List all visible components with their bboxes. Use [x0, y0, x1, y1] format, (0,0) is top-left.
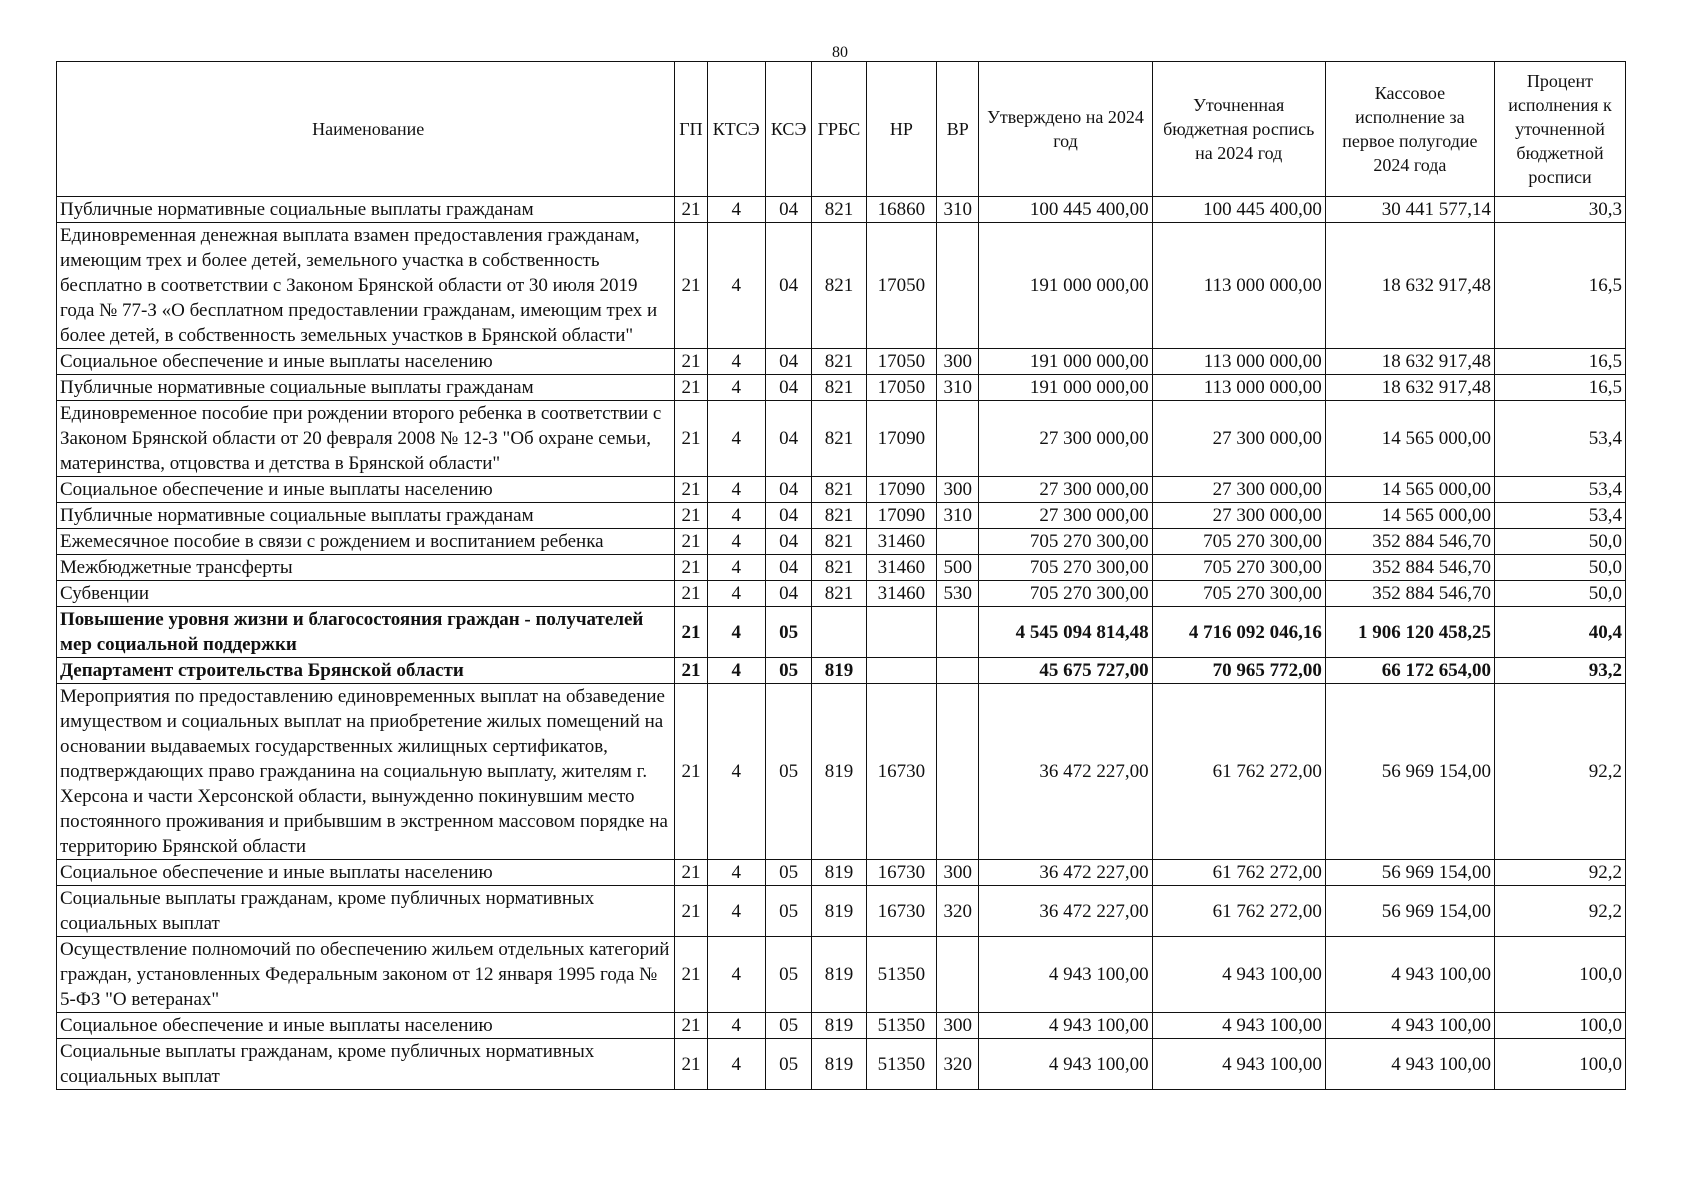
cell-grbs: 821	[812, 581, 866, 607]
cell-percent: 16,5	[1494, 349, 1625, 375]
table-row	[57, 886, 1626, 937]
header-nr: НР	[866, 62, 936, 197]
cell-ktse: 4	[707, 503, 765, 529]
cell-cash: 4 943 100,00	[1325, 1013, 1494, 1039]
header-revised: Уточненная бюджетная роспись на 2024 год	[1152, 62, 1325, 197]
cell-ktse: 4	[707, 197, 765, 223]
table-row	[57, 477, 1626, 503]
cell-revised: 100 445 400,00	[1152, 197, 1325, 223]
cell-grbs: 821	[812, 349, 866, 375]
table-header-row	[57, 62, 1626, 197]
cell-nr: 51350	[866, 1039, 936, 1090]
cell-ktse: 4	[707, 401, 765, 477]
cell-nr: 16730	[866, 886, 936, 937]
cell-approved: 27 300 000,00	[979, 401, 1152, 477]
cell-ktse: 4	[707, 1013, 765, 1039]
cell-gp: 21	[675, 1013, 707, 1039]
cell-gp: 21	[675, 658, 707, 684]
cell-nr: 51350	[866, 937, 936, 1013]
cell-vr	[937, 529, 979, 555]
cell-name: Публичные нормативные социальные выплаты гражданам	[57, 503, 675, 529]
cell-revised: 27 300 000,00	[1152, 477, 1325, 503]
cell-revised: 61 762 272,00	[1152, 886, 1325, 937]
cell-name: Единовременная денежная выплата взамен предоставления гражданам, имеющим трех и более детей, земельного участка в собственность бесплатно в соответствии с Законом Брянской области от 30 июля 2019 года № 77-З «О бесплатном предоставлении гражданам, имеющим трех и более детей, в собственность земельных участков в Брянской области"	[57, 223, 675, 349]
cell-nr: 16730	[866, 860, 936, 886]
cell-kse: 05	[765, 1013, 811, 1039]
cell-ktse: 4	[707, 477, 765, 503]
cell-gp: 21	[675, 581, 707, 607]
cell-name: Осуществление полномочий по обеспечению жильем отдельных категорий граждан, установленных Федеральным законом от 12 января 1995 года № 5-ФЗ "О ветеранах"	[57, 937, 675, 1013]
cell-ktse: 4	[707, 886, 765, 937]
cell-ktse: 4	[707, 860, 765, 886]
cell-approved: 4 943 100,00	[979, 1013, 1152, 1039]
cell-percent: 53,4	[1494, 503, 1625, 529]
cell-nr: 17090	[866, 401, 936, 477]
cell-kse: 04	[765, 581, 811, 607]
cell-name: Публичные нормативные социальные выплаты гражданам	[57, 197, 675, 223]
cell-name: Социальное обеспечение и иные выплаты населению	[57, 1013, 675, 1039]
cell-name: Социальное обеспечение и иные выплаты населению	[57, 349, 675, 375]
cell-approved: 191 000 000,00	[979, 349, 1152, 375]
cell-kse: 04	[765, 503, 811, 529]
cell-nr: 16730	[866, 684, 936, 860]
table-row	[57, 684, 1626, 860]
page-number: 80	[832, 44, 848, 61]
table-row	[57, 607, 1626, 658]
cell-cash: 4 943 100,00	[1325, 1039, 1494, 1090]
cell-vr: 300	[937, 477, 979, 503]
cell-name: Субвенции	[57, 581, 675, 607]
cell-cash: 30 441 577,14	[1325, 197, 1494, 223]
cell-ktse: 4	[707, 684, 765, 860]
cell-kse: 04	[765, 223, 811, 349]
cell-grbs: 819	[812, 937, 866, 1013]
cell-vr: 320	[937, 1039, 979, 1090]
cell-kse: 04	[765, 555, 811, 581]
table-row	[57, 937, 1626, 1013]
cell-vr	[937, 223, 979, 349]
table-body	[57, 197, 1626, 1090]
cell-percent: 50,0	[1494, 529, 1625, 555]
cell-name: Единовременное пособие при рождении второго ребенка в соответствии с Законом Брянской области от 20 февраля 2008 № 12-З "Об охране семьи, материнства, отцовства и детства в Брянской области"	[57, 401, 675, 477]
cell-nr: 17090	[866, 477, 936, 503]
cell-kse: 05	[765, 607, 811, 658]
cell-nr: 51350	[866, 1013, 936, 1039]
cell-revised: 113 000 000,00	[1152, 349, 1325, 375]
cell-name: Ежемесячное пособие в связи с рождением и воспитанием ребенка	[57, 529, 675, 555]
cell-grbs: 821	[812, 555, 866, 581]
cell-percent: 53,4	[1494, 477, 1625, 503]
cell-vr	[937, 658, 979, 684]
cell-approved: 4 943 100,00	[979, 937, 1152, 1013]
cell-kse: 05	[765, 886, 811, 937]
cell-name: Социальные выплаты гражданам, кроме публичных нормативных социальных выплат	[57, 886, 675, 937]
cell-approved: 27 300 000,00	[979, 477, 1152, 503]
cell-vr: 300	[937, 860, 979, 886]
cell-cash: 18 632 917,48	[1325, 223, 1494, 349]
cell-nr: 31460	[866, 581, 936, 607]
cell-approved: 36 472 227,00	[979, 886, 1152, 937]
cell-vr: 310	[937, 375, 979, 401]
cell-vr: 320	[937, 886, 979, 937]
cell-approved: 100 445 400,00	[979, 197, 1152, 223]
cell-approved: 705 270 300,00	[979, 529, 1152, 555]
cell-grbs: 821	[812, 375, 866, 401]
cell-nr: 16860	[866, 197, 936, 223]
budget-table	[56, 61, 1626, 1090]
cell-revised: 61 762 272,00	[1152, 684, 1325, 860]
cell-name: Межбюджетные трансферты	[57, 555, 675, 581]
cell-approved: 705 270 300,00	[979, 581, 1152, 607]
cell-vr	[937, 607, 979, 658]
cell-grbs	[812, 607, 866, 658]
cell-name: Социальное обеспечение и иные выплаты населению	[57, 860, 675, 886]
cell-gp: 21	[675, 477, 707, 503]
cell-grbs: 819	[812, 684, 866, 860]
cell-nr: 17050	[866, 375, 936, 401]
cell-gp: 21	[675, 197, 707, 223]
cell-percent: 100,0	[1494, 1013, 1625, 1039]
cell-grbs: 821	[812, 223, 866, 349]
cell-revised: 705 270 300,00	[1152, 581, 1325, 607]
cell-vr: 300	[937, 349, 979, 375]
table-row	[57, 503, 1626, 529]
cell-nr: 31460	[866, 529, 936, 555]
cell-gp: 21	[675, 503, 707, 529]
cell-name: Социальное обеспечение и иные выплаты населению	[57, 477, 675, 503]
cell-revised: 61 762 272,00	[1152, 860, 1325, 886]
cell-gp: 21	[675, 886, 707, 937]
cell-percent: 92,2	[1494, 886, 1625, 937]
cell-cash: 4 943 100,00	[1325, 937, 1494, 1013]
cell-nr: 31460	[866, 555, 936, 581]
cell-vr: 310	[937, 197, 979, 223]
cell-approved: 4 545 094 814,48	[979, 607, 1152, 658]
cell-ktse: 4	[707, 375, 765, 401]
cell-vr	[937, 401, 979, 477]
cell-percent: 100,0	[1494, 1039, 1625, 1090]
cell-approved: 191 000 000,00	[979, 375, 1152, 401]
cell-gp: 21	[675, 684, 707, 860]
cell-cash: 18 632 917,48	[1325, 375, 1494, 401]
header-name: Наименование	[57, 62, 675, 197]
cell-vr	[937, 684, 979, 860]
cell-name: Повышение уровня жизни и благосостояния граждан - получателей мер социальной поддержки	[57, 607, 675, 658]
header-approved: Утверждено на 2024 год	[979, 62, 1152, 197]
cell-grbs: 821	[812, 503, 866, 529]
header-vr: ВР	[937, 62, 979, 197]
cell-kse: 05	[765, 937, 811, 1013]
cell-name: Социальные выплаты гражданам, кроме публичных нормативных социальных выплат	[57, 1039, 675, 1090]
cell-approved: 705 270 300,00	[979, 555, 1152, 581]
cell-nr: 17090	[866, 503, 936, 529]
cell-approved: 4 943 100,00	[979, 1039, 1152, 1090]
cell-grbs: 821	[812, 477, 866, 503]
cell-percent: 92,2	[1494, 684, 1625, 860]
cell-gp: 21	[675, 375, 707, 401]
cell-cash: 56 969 154,00	[1325, 860, 1494, 886]
cell-nr	[866, 658, 936, 684]
cell-grbs: 819	[812, 1039, 866, 1090]
header-kse: КСЭ	[765, 62, 811, 197]
cell-cash: 56 969 154,00	[1325, 886, 1494, 937]
cell-kse: 04	[765, 401, 811, 477]
cell-revised: 27 300 000,00	[1152, 401, 1325, 477]
cell-nr: 17050	[866, 223, 936, 349]
cell-revised: 27 300 000,00	[1152, 503, 1325, 529]
cell-ktse: 4	[707, 937, 765, 1013]
cell-ktse: 4	[707, 607, 765, 658]
cell-gp: 21	[675, 529, 707, 555]
cell-percent: 53,4	[1494, 401, 1625, 477]
cell-gp: 21	[675, 1039, 707, 1090]
cell-revised: 113 000 000,00	[1152, 223, 1325, 349]
cell-grbs: 821	[812, 401, 866, 477]
cell-grbs: 821	[812, 197, 866, 223]
cell-vr: 310	[937, 503, 979, 529]
cell-percent: 93,2	[1494, 658, 1625, 684]
cell-revised: 4 943 100,00	[1152, 1039, 1325, 1090]
table-row	[57, 349, 1626, 375]
cell-approved: 27 300 000,00	[979, 503, 1152, 529]
cell-revised: 705 270 300,00	[1152, 555, 1325, 581]
cell-cash: 66 172 654,00	[1325, 658, 1494, 684]
cell-percent: 40,4	[1494, 607, 1625, 658]
cell-approved: 191 000 000,00	[979, 223, 1152, 349]
header-cash: Кассовое исполнение за первое полугодие 2024 года	[1325, 62, 1494, 197]
cell-cash: 352 884 546,70	[1325, 555, 1494, 581]
table-row	[57, 1039, 1626, 1090]
cell-percent: 50,0	[1494, 555, 1625, 581]
table-row	[57, 375, 1626, 401]
header-percent: Процент исполнения к уточненной бюджетной росписи	[1494, 62, 1625, 197]
cell-grbs: 821	[812, 529, 866, 555]
cell-revised: 4 943 100,00	[1152, 1013, 1325, 1039]
cell-ktse: 4	[707, 1039, 765, 1090]
cell-gp: 21	[675, 860, 707, 886]
cell-approved: 36 472 227,00	[979, 860, 1152, 886]
cell-cash: 14 565 000,00	[1325, 477, 1494, 503]
cell-kse: 04	[765, 349, 811, 375]
cell-revised: 113 000 000,00	[1152, 375, 1325, 401]
cell-nr	[866, 607, 936, 658]
cell-kse: 05	[765, 1039, 811, 1090]
cell-cash: 14 565 000,00	[1325, 401, 1494, 477]
table-row	[57, 555, 1626, 581]
cell-ktse: 4	[707, 658, 765, 684]
cell-gp: 21	[675, 555, 707, 581]
table-row	[57, 529, 1626, 555]
cell-kse: 04	[765, 529, 811, 555]
cell-kse: 04	[765, 477, 811, 503]
cell-cash: 18 632 917,48	[1325, 349, 1494, 375]
cell-ktse: 4	[707, 349, 765, 375]
cell-revised: 70 965 772,00	[1152, 658, 1325, 684]
cell-vr	[937, 937, 979, 1013]
cell-grbs: 819	[812, 860, 866, 886]
header-ktse: КТСЭ	[707, 62, 765, 197]
cell-percent: 50,0	[1494, 581, 1625, 607]
cell-cash: 352 884 546,70	[1325, 581, 1494, 607]
cell-ktse: 4	[707, 529, 765, 555]
cell-revised: 4 943 100,00	[1152, 937, 1325, 1013]
header-grbs: ГРБС	[812, 62, 866, 197]
cell-nr: 17050	[866, 349, 936, 375]
cell-percent: 92,2	[1494, 860, 1625, 886]
cell-kse: 05	[765, 860, 811, 886]
cell-gp: 21	[675, 349, 707, 375]
cell-approved: 36 472 227,00	[979, 684, 1152, 860]
table-row	[57, 581, 1626, 607]
header-gp: ГП	[675, 62, 707, 197]
cell-revised: 4 716 092 046,16	[1152, 607, 1325, 658]
cell-percent: 100,0	[1494, 937, 1625, 1013]
cell-ktse: 4	[707, 555, 765, 581]
cell-vr: 500	[937, 555, 979, 581]
cell-kse: 05	[765, 684, 811, 860]
table-row	[57, 1013, 1626, 1039]
cell-gp: 21	[675, 401, 707, 477]
cell-grbs: 819	[812, 658, 866, 684]
cell-kse: 05	[765, 658, 811, 684]
cell-cash: 14 565 000,00	[1325, 503, 1494, 529]
table-row	[57, 223, 1626, 349]
cell-gp: 21	[675, 937, 707, 1013]
cell-percent: 16,5	[1494, 223, 1625, 349]
cell-revised: 705 270 300,00	[1152, 529, 1325, 555]
cell-grbs: 819	[812, 886, 866, 937]
cell-name: Публичные нормативные социальные выплаты гражданам	[57, 375, 675, 401]
cell-ktse: 4	[707, 581, 765, 607]
table-row	[57, 860, 1626, 886]
cell-percent: 16,5	[1494, 375, 1625, 401]
cell-kse: 04	[765, 375, 811, 401]
cell-gp: 21	[675, 223, 707, 349]
table-row	[57, 658, 1626, 684]
cell-ktse: 4	[707, 223, 765, 349]
cell-name: Мероприятия по предоставлению единовременных выплат на обзаведение имуществом и социальных выплат на приобретение жилых помещений на основании выдаваемых государственных жилищных сертификатов, подтверждающих право гражданина на социальную выплату, жителям г. Херсона и части Херсонской области, вынужденно покинувшим место постоянного проживания и прибывшим в экстренном массовом порядке на территорию Брянской области	[57, 684, 675, 860]
cell-gp: 21	[675, 607, 707, 658]
table-row	[57, 197, 1626, 223]
cell-percent: 30,3	[1494, 197, 1625, 223]
cell-vr: 300	[937, 1013, 979, 1039]
cell-kse: 04	[765, 197, 811, 223]
cell-cash: 352 884 546,70	[1325, 529, 1494, 555]
cell-grbs: 819	[812, 1013, 866, 1039]
table-row	[57, 401, 1626, 477]
cell-cash: 1 906 120 458,25	[1325, 607, 1494, 658]
cell-name: Департамент строительства Брянской области	[57, 658, 675, 684]
cell-approved: 45 675 727,00	[979, 658, 1152, 684]
cell-vr: 530	[937, 581, 979, 607]
cell-cash: 56 969 154,00	[1325, 684, 1494, 860]
